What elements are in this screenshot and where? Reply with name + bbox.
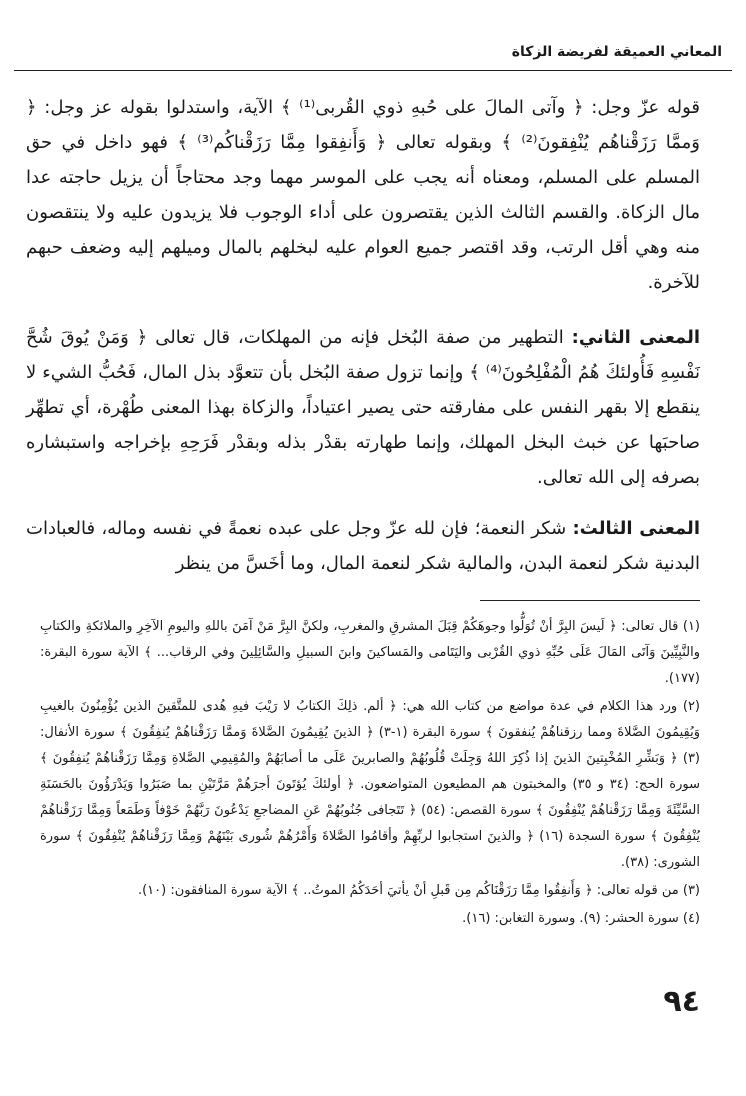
paragraph-1: قوله عزّ وجل: ﴿ وآتى المالَ على حُبهِ ذوي القُربى⁽¹⁾ ﴾ الآية، واستدلوا بقوله عز وجل: ﴿ وَممَّا رَزَقْناهُم يُنْفِقونَ⁽²⁾ ﴾ وبقوله تعالى ﴿ وَأَنفِقوا مِمَّا رَزَقْناكُم⁽³⁾ ﴾ فهو داخل في حق المسلم على المسلم، ومعناه أنه يجب على الموسر مهما وجد محتاجاً أن يزيل حاجته عدا مال الزكاة. والقسم الثالث الذين يقتصرون على أداء الوجوب فلا يزيدون عليه ولا ينتقصون منه وهي أقل الرتب، وقد اقتصر جميع العوام عليه لبخلهم بالمال وميلهم إليه وضعف حبهم للآخرة. xyxy=(26,97,701,293)
footnotes xyxy=(40,614,700,934)
paragraph-2 xyxy=(26,320,700,495)
paragraph-3 xyxy=(26,511,700,581)
paragraph-3-heading: المعنى الثالث: xyxy=(572,518,700,539)
header-rule xyxy=(14,70,732,71)
main-text xyxy=(26,90,700,581)
running-header: المعاني العميقة لفريضة الزكاة xyxy=(511,44,722,60)
paragraph-3-text: شكر النعمة؛ فإن لله عزّ وجل على عبده نعمةً في نفسه وماله، فالعبادات البدنية شكر لنعمة البدن، والمالية شكر لنعمة المال، وما أخَسَّ من ينظر xyxy=(26,518,700,574)
footnote-1: (١) قال تعالى: ﴿ لَيسَ البِرَّ أنْ تُوَلُّوا وجوهَكُمْ قِبَلَ المشرقِ والمغربِ، ولكنَّ البِرَّ مَنْ آمَنَ باللهِ واليومِ الآخِرِ والملائكةِ والكتابِ والنَّبِيِّينَ وَآتَى المَالَ عَلَى حُبِّهِ ذوي القُرْبى واليَتَامى والمَساكينَ وابنَ السبيلِ والسَّائِلِينَ وفي الرقاب... ﴾ الآية سورة البقرة: (١٧٧). xyxy=(40,619,700,686)
footnote-2: (٢) ورد هذا الكلام في عدة مواضع من كتاب الله هي: ﴿ ألم. ذلِكَ الكتابُ لا رَيْبَ فيهِ هُدى للمتَّقينَ الذين يُؤْمِنُونَ بالغيبِ وَيُقِيمُونَ الصَّلاةَ ومما رزقناهُمْ يُنفقونَ ﴾ سورة البقرة (١-٣) ﴿ الذينَ يُقِيمُونَ الصَّلاةَ وَممَّا رَزَقْناهُمْ يُنفِقُونَ ﴾ سورة الأنفال: (٣) ﴿ وَبَشِّرِ المُخْبِتينَ الذينَ إذا ذُكِرَ اللهُ وَجِلَتْ قُلُوبُهُمْ والصابرينَ عَلَى ما أصابَهُمْ والمُقِيمِي الصَّلاةِ وَمِمَّا رَزَقْناهُمْ يُنفِقُونَ ﴾ سورة الحج: (٣٤ و ٣٥) والمخبتون هم المطيعون المتواضعون. ﴿ أولئكَ يُؤتَونَ أجرَهُمْ مَرَّتَيْنِ بما صَبَرُوا وَيَدْرَؤُونَ بالحَسَنَةِ السَّيِّئَةَ وَمِمَّا رَزَقْناهُمْ يُنْفِقُونَ ﴾ سورة القصص: (٥٤) ﴿ تَتَجافى جُنُوبُهُمْ عَنِ المضاجعِ يَدْعُونَ رَبَّهُمْ خَوْفاً وَطَمَعاً وَمِمَّا رَزَقْناهُمْ يُنْفِقُونَ ﴾ سورة السجدة (١٦) ﴿ والذينَ استجابوا لربِّهِمْ وأقامُوا الصَّلاةَ وَأَمْرُهُمْ شُورى بَيْنَهُمْ وَمِمَّا رَزَقْناهُمْ يُنْفِقُونَ ﴾ سورة الشورى: (٣٨). xyxy=(40,699,700,870)
page-number: ٩٤ xyxy=(663,984,700,1019)
footnote-4: (٤) سورة الحشر: (٩). وسورة التغابن: (١٦). xyxy=(462,911,700,926)
paragraph-2-heading: المعنى الثاني: xyxy=(571,327,701,348)
footnote-rule xyxy=(480,600,700,601)
footnote-3: (٣) من قوله تعالى: ﴿ وَأَنفِقُوا مِمَّا رَزَقْنَاكُم مِن قَبلِ أنْ يأتيَ أحَدَكُمُ الموتُ.. ﴾ الآية سورة المنافقون: (١٠). xyxy=(137,883,700,898)
paragraph-2-text: التطهير من صفة البُخل فإنه من المهلكات، قال تعالى ﴿ وَمَنْ يُوقَ شُحَّ نَفْسِهِ فَأُولئكَ هُمُ الْمُفْلِحُونَ⁽⁴⁾ ﴾ وإنما تزول صفة البُخل بأن تتعوَّد بذل المال، فَحُبُّ الشيء لا ينقطع إلا بقهر النفس على مفارقته حتى يصير اعتياداً، والزكاة بهذا المعنى طُهْرة، أي تطهِّر صاحبَها عن خبث البخل المهلك، وإنما طهارته بقدْر بذله وبقدْر فَرَحِهِ بإخراجه واستبشاره بصرفه إلى الله تعالى. xyxy=(26,327,700,488)
